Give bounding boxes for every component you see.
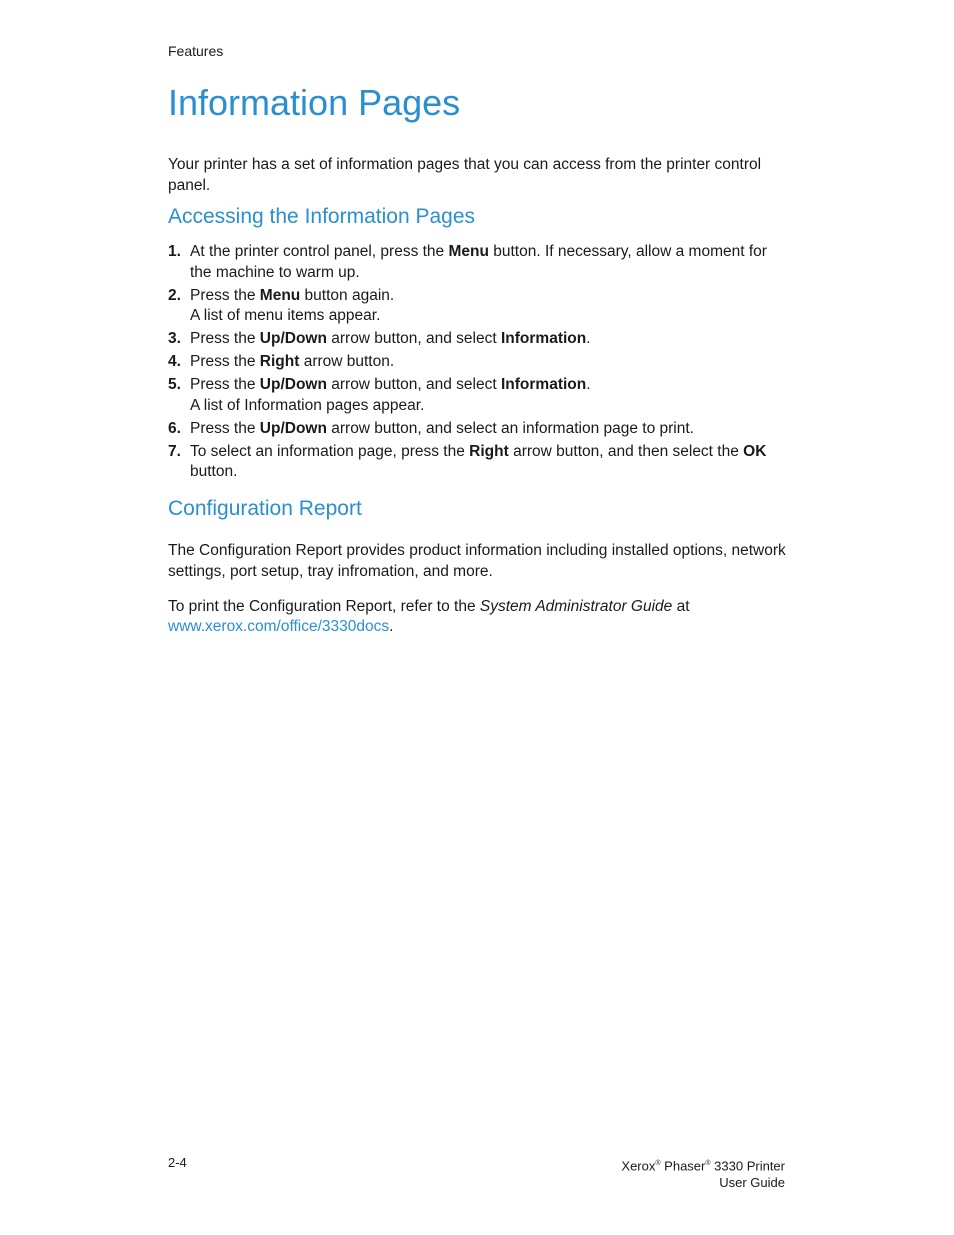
guide-title: System Administrator Guide — [479, 598, 673, 615]
step-result: A list of menu items appear. — [190, 307, 381, 324]
step-text: At the printer control panel, press the — [190, 243, 449, 260]
step-number: 3. — [168, 330, 181, 347]
step-text: arrow button, and select — [326, 330, 501, 347]
step-number: 7. — [168, 442, 181, 460]
intro-paragraph: Your printer has a set of information pages that you can access from the printer control panel. — [168, 156, 762, 194]
step-5 — [168, 375, 788, 416]
brand-name: Xerox — [621, 1158, 656, 1174]
registered-mark: ® — [705, 1160, 711, 1167]
step-number: 5. — [168, 376, 181, 393]
footer-product-line — [621, 1155, 785, 1174]
step-emphasis: Menu — [259, 286, 301, 304]
step-emphasis: Right — [469, 442, 509, 460]
step-3 — [168, 329, 788, 350]
step-6 — [168, 419, 788, 440]
reference-text: at — [672, 598, 690, 615]
step-text: arrow button, and select an information page to print. — [326, 419, 694, 437]
reference-text: . — [389, 618, 394, 635]
step-text: Press the — [190, 376, 260, 393]
page-number: 2-4 — [168, 1155, 187, 1170]
docs-link[interactable]: www.xerox.com/office/3330docs — [168, 618, 390, 635]
step-emphasis: Up/Down — [259, 419, 327, 437]
step-2 — [168, 286, 788, 327]
step-text: . — [586, 376, 591, 393]
step-text: . — [586, 330, 591, 347]
step-emphasis: Up/Down — [259, 330, 327, 347]
step-result: A list of Information pages appear. — [190, 396, 425, 414]
step-number: 6. — [168, 419, 181, 437]
step-1 — [168, 242, 788, 283]
step-text: Press the — [190, 286, 260, 304]
step-text: Press the — [190, 353, 260, 370]
reference-text: To print the Configuration Report, refer to the — [168, 598, 480, 615]
step-text: Press the — [190, 330, 260, 347]
registered-mark: ® — [655, 1160, 661, 1167]
configuration-description: The Configuration Report provides product information including installed options, network settings, port setup, tray infromation, and more. — [168, 542, 786, 580]
brand-name: Phaser — [664, 1158, 706, 1174]
step-emphasis: Right — [259, 353, 300, 370]
step-emphasis: Up/Down — [259, 376, 327, 393]
step-7 — [168, 442, 788, 483]
accessing-heading: Accessing the Information Pages — [168, 205, 476, 228]
page-title: Information Pages — [168, 82, 461, 123]
step-emphasis: Information — [500, 376, 587, 393]
step-4 — [168, 352, 788, 373]
step-text: arrow button, and select — [326, 376, 501, 393]
step-emphasis: Information — [500, 330, 587, 347]
footer-doc-title: User Guide — [719, 1175, 785, 1191]
configuration-reference — [168, 597, 788, 637]
footer-product — [621, 1155, 785, 1191]
steps-list — [168, 242, 788, 485]
step-text: button again. — [300, 286, 395, 304]
step-text: button. If necessary, allow a moment for the machine to warm up. — [190, 243, 767, 281]
step-number: 2. — [168, 286, 181, 304]
model-name: 3330 Printer — [714, 1158, 785, 1174]
running-header: Features — [168, 43, 224, 59]
step-number: 1. — [168, 243, 181, 260]
step-text: arrow button. — [299, 353, 395, 370]
step-text: Press the — [190, 419, 260, 437]
step-text: arrow button, and then select the — [508, 442, 744, 460]
step-text: button. — [190, 463, 238, 480]
step-text: To select an information page, press the — [190, 442, 470, 460]
configuration-heading: Configuration Report — [168, 497, 362, 520]
step-emphasis: OK — [743, 442, 767, 460]
step-emphasis: Menu — [448, 243, 489, 260]
step-number: 4. — [168, 353, 181, 370]
